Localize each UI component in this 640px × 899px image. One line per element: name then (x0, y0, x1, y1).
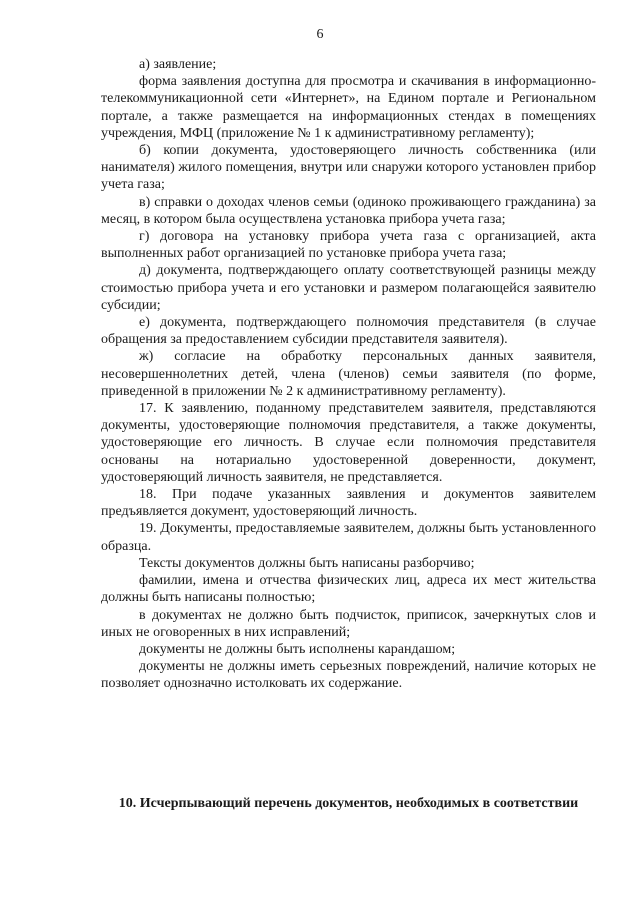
paragraph-full-names: фамилии, имена и отчества физических лиц, адреса их мест жительства должны быть написаны полностью; (101, 573, 596, 606)
paragraph-no-corrections: в документах не должно быть подчисток, приписок, зачеркнутых слов и иных не оговоренных в них исправлений; (101, 607, 596, 640)
paragraph-legibility: Тексты документов должны быть написаны разборчиво; (139, 555, 475, 571)
paragraph-item-b: б) копии документа, удостоверяющего личность собственника (или нанимателя) жилого помещения, внутри или снаружи которого установлен прибор учета газа; (101, 143, 596, 193)
paragraph-no-pencil: документы не должны быть исполнены карандашом; (139, 641, 456, 657)
paragraph-18: 18. При подаче указанных заявления и документов заявителем предъявляется документ, удостоверяющий личность. (101, 487, 596, 520)
paragraph-item-g: г) договора на установку прибора учета газа с организацией, акта выполненных работ организацией по установке прибора учета газа; (101, 229, 596, 262)
document-body (101, 56, 596, 693)
paragraph-item-a: а) заявление; (139, 57, 217, 72)
paragraph-item-v: в) справки о доходах членов семьи (одиноко проживающего гражданина) за месяц, в котором была осуществлена установка прибора учета газа; (101, 194, 596, 227)
paragraph-item-d: д) документа, подтверждающего оплату соответствующей разницы между стоимостью прибора учета и его установки и размером полагающейся заявителю субсидии; (101, 263, 596, 313)
section-heading: 10. Исчерпывающий перечень документов, необходимых в соответствии (118, 796, 579, 811)
paragraph-item-e: е) документа, подтверждающего полномочия представителя (в случае обращения за предоставлением субсидии представителя заявителя). (101, 315, 596, 348)
paragraph-19: 19. Документы, предоставляемые заявителем, должны быть установленного образца. (101, 521, 596, 554)
paragraph-form-availability: форма заявления доступна для просмотра и скачивания в информационно-телекоммуникационной сети «Интернет», на Едином портале и Региональном портале, а также размещается на информационных стендах в помещениях учреждения, МФЦ (приложение № 1 к административному регламенту); (101, 74, 596, 141)
page-number: 6 (316, 27, 324, 42)
paragraph-17: 17. К заявлению, поданному представителем заявителя, представляются документы, удостоверяющие полномочия представителя, а также документы, удостоверяющие его личность. В случае если полномочия представителя основаны на нотариально удостоверенной доверенности, документ, удостоверяющий личность заявителя, не представляется. (101, 401, 596, 485)
paragraph-item-zh: ж) согласие на обработку персональных данных заявителя, несовершеннолетних детей, члена (членов) семьи заявителя (по форме, приведенной в приложении № 2 к административному регламенту). (101, 349, 596, 399)
paragraph-no-damage: документы не должны иметь серьезных повреждений, наличие которых не позволяет однозначно истолковать их содержание. (101, 659, 596, 692)
